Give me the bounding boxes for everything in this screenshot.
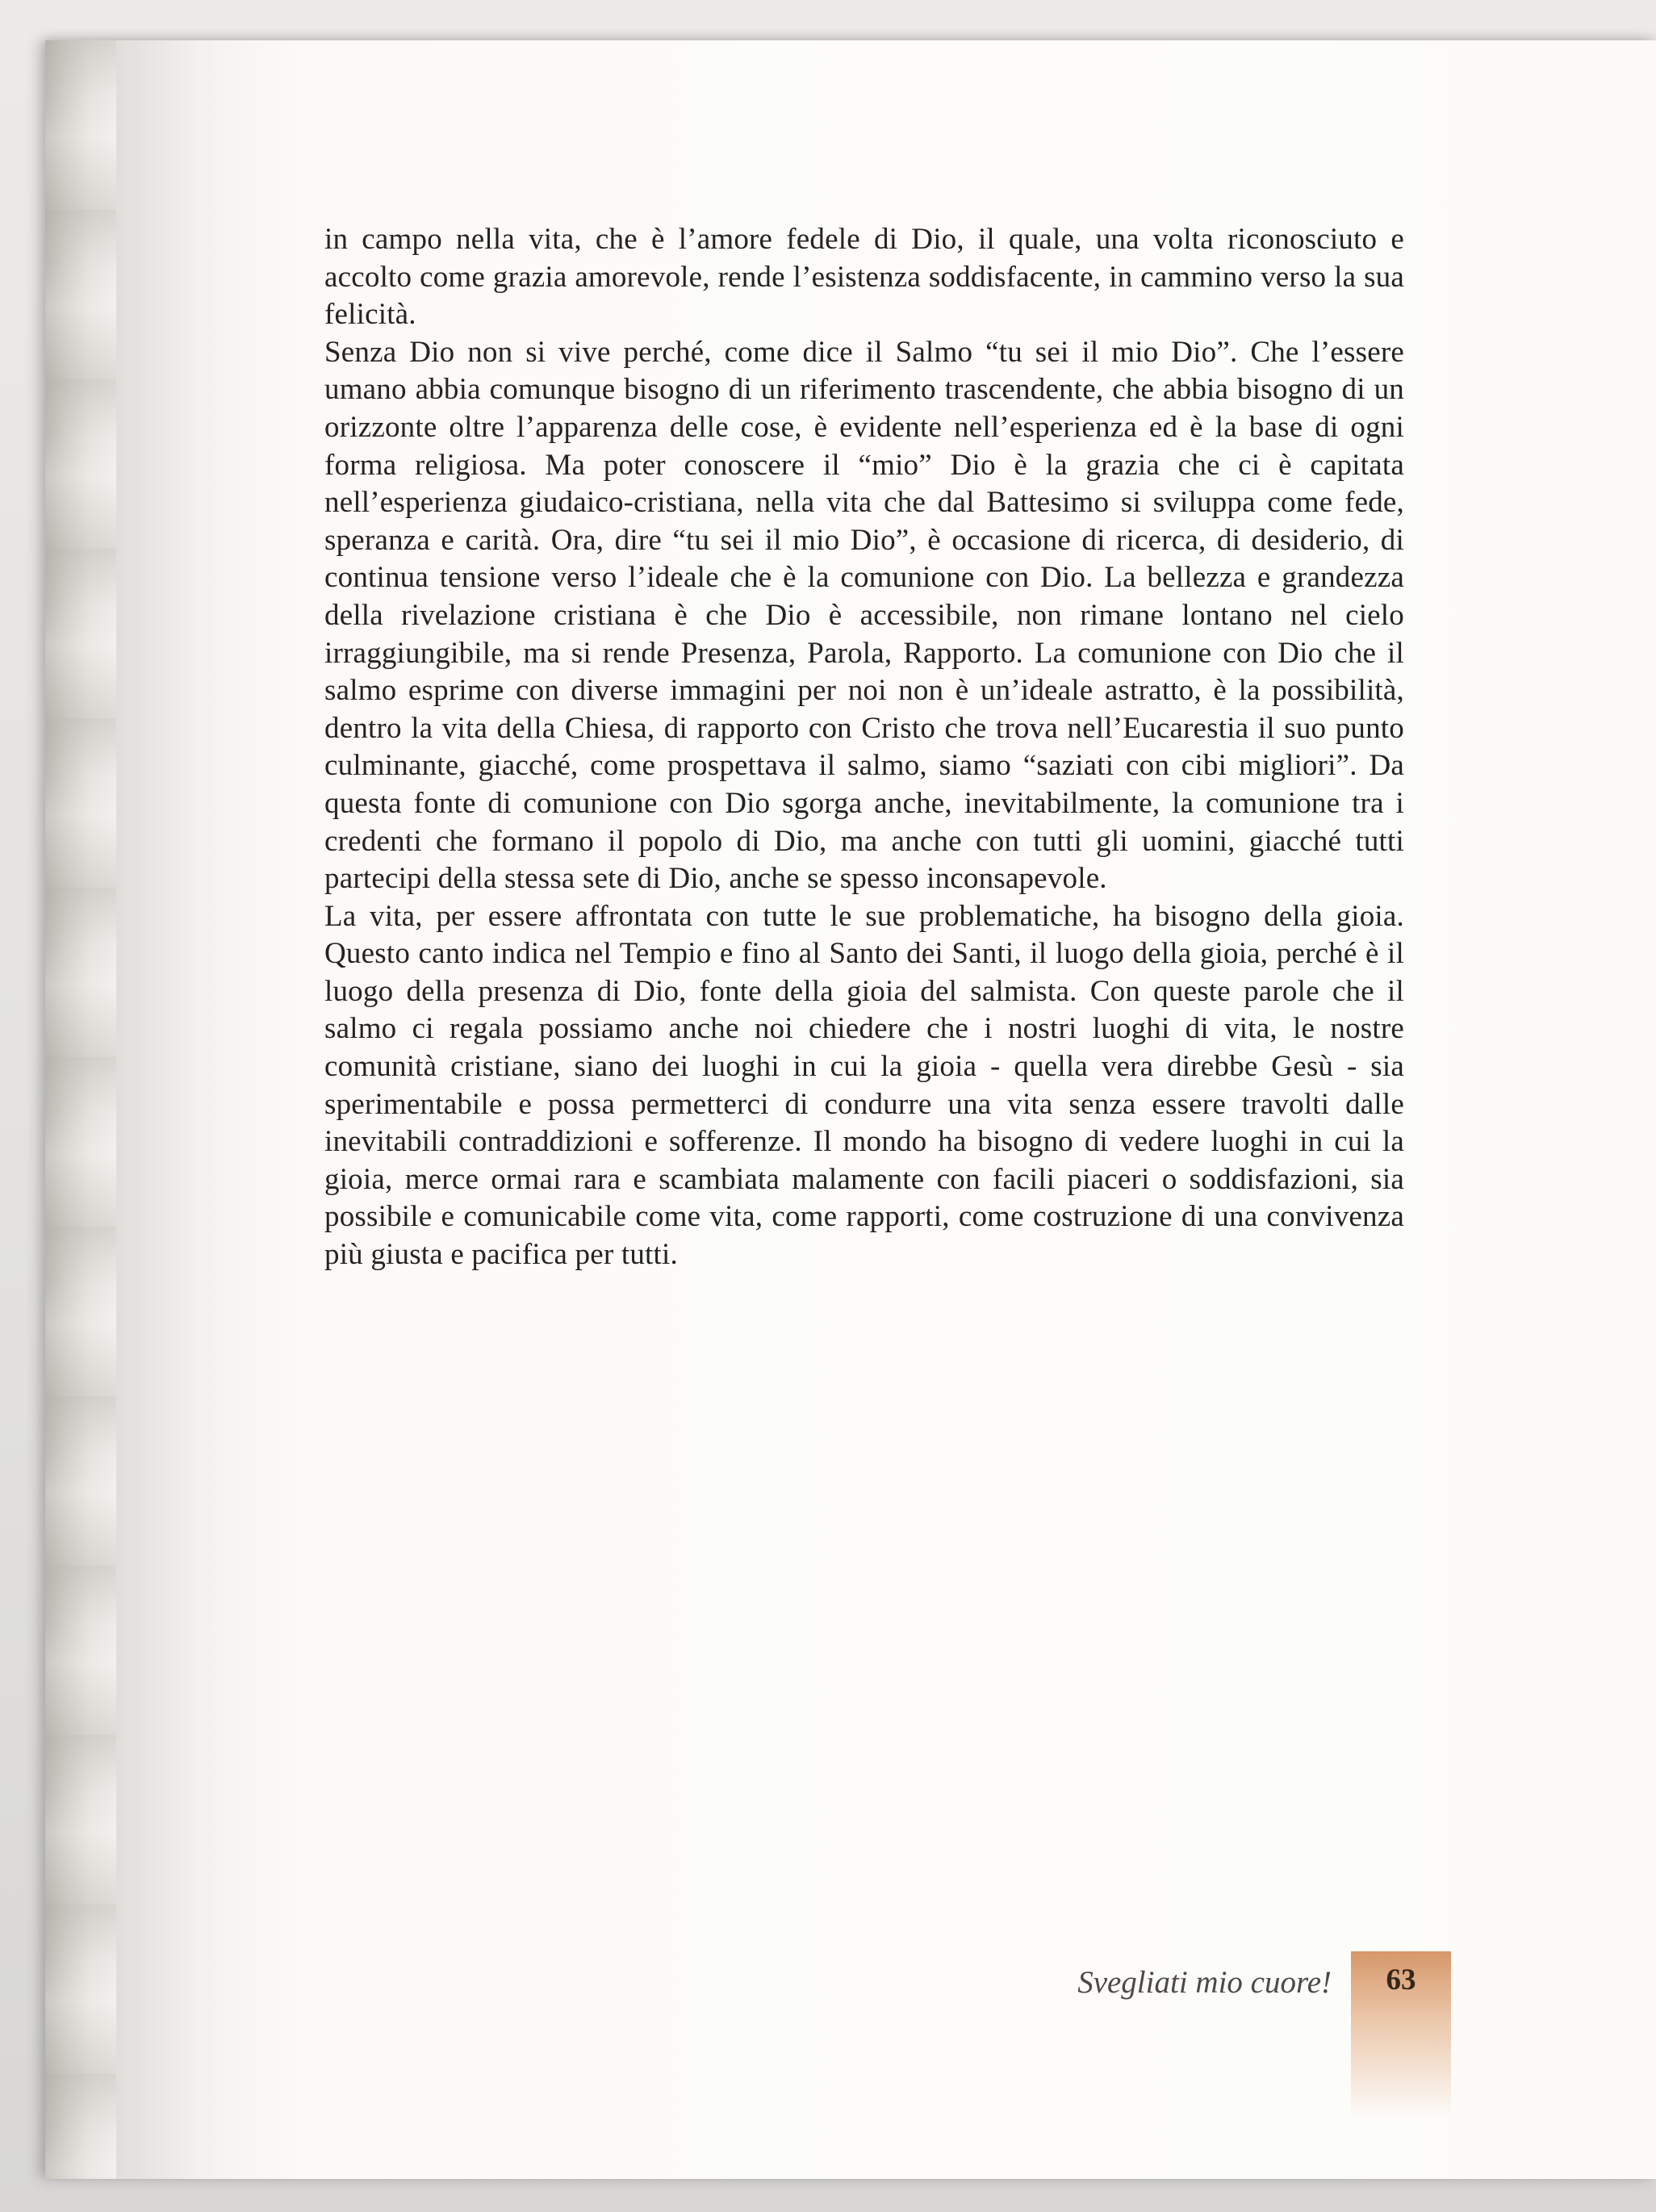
binding-deckle-edge: [45, 40, 116, 2179]
gutter-shadow: [116, 40, 302, 2179]
body-text-column: [324, 221, 1404, 1274]
page-footer: [324, 1951, 1451, 2124]
page-number-badge: [1351, 1951, 1451, 2124]
running-footer-title: Svegliati mio cuore!: [1077, 1965, 1332, 2000]
book-page: [45, 40, 1656, 2179]
page-number: 63: [1386, 1963, 1416, 1997]
body-paragraph: in campo nella vita, che è l’amore fedele di Dio, il quale, una volta riconosciuto e accolto come grazia amorevole, rende l’esistenza soddisfacente, in cammino verso la sua felicità.: [324, 223, 1404, 332]
body-paragraph: La vita, per essere affrontata con tutte le sue problematiche, ha bisogno della gioia. Questo canto indica nel Tempio e fino al Santo dei Santi, il luogo della gioia, perché è il luogo della presenza di Dio, fonte della gioia del salmista. Con queste parole che il salmo ci regala possiamo anche noi chiedere che i nostri luoghi di vita, le nostre comunità cristiane, siano dei luoghi in cui la gioia - quella vera direbbe Gesù - sia sperimentabile e possa permetterci di condurre una vita senza essere travolti dalle inevitabili contraddizioni e sofferenze. Il mondo ha bisogno di vedere luoghi in cui la gioia, merce ormai rara e scambiata malamente con facili piaceri o soddisfazioni, sia possibile e comunicabile come vita, come rapporti, come costruzione di una convivenza più giusta e pacifica per tutti.: [324, 899, 1404, 1272]
body-paragraph: Senza Dio non si vive perché, come dice il Salmo “tu sei il mio Dio”. Che l’essere umano abbia comunque bisogno di un riferimento trascendente, che abbia bisogno di un orizzonte oltre l’apparenza delle cose, è evidente nell’esperienza ed è la base di ogni forma religiosa. Ma poter conoscere il “mio” Dio è la grazia che ci è capitata nell’esperienza giudaico-cristiana, nella vita che dal Battesimo si sviluppa come fede, speranza e carità. Ora, dire “tu sei il mio Dio”, è occasione di ricerca, di desiderio, di continua tensione verso l’ideale che è la comunione con Dio. La bellezza e grandezza della rivelazione cristiana è che Dio è accessibile, non rimane lontano nel cielo irraggiungibile, ma si rende Presenza, Parola, Rapporto. La comunione con Dio che il salmo esprime con diverse immagini per noi non è un’ideale astratto, è la possibilità, dentro la vita della Chiesa, di rapporto con Cristo che trova nell’Eucarestia il suo punto culminante, giacché, come prospettava il salmo, siamo “saziati con cibi migliori”. Da questa fonte di comunione con Dio sgorga anche, inevitabilmente, la comunione tra i credenti che formano il popolo di Dio, ma anche con tutti gli uomini, giacché tutti partecipi della stessa sete di Dio, anche se spesso inconsapevole.: [324, 335, 1404, 896]
